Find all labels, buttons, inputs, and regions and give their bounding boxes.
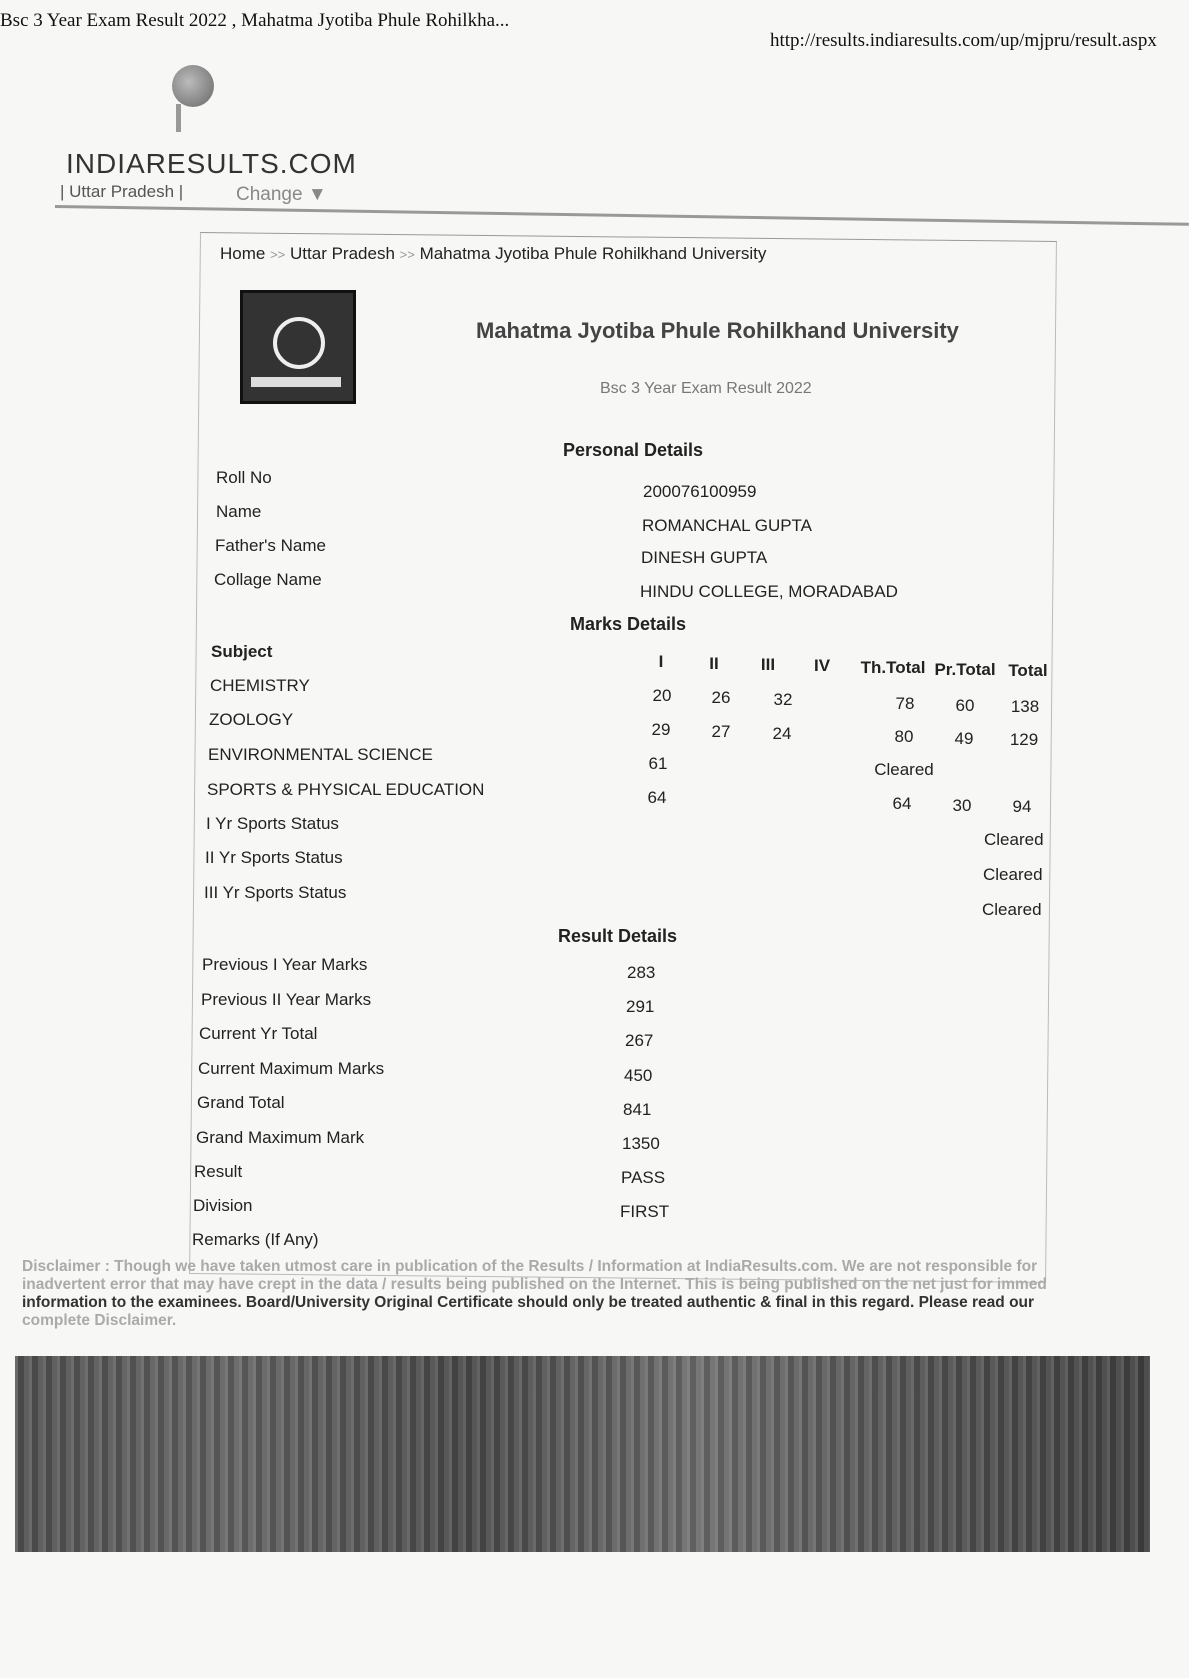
marks-cell: 29 <box>651 720 671 739</box>
disclaimer <box>22 1258 1172 1330</box>
marks-cell: 20 <box>652 686 672 705</box>
result-label: Previous II Year Marks <box>201 990 372 1009</box>
university-seal-icon <box>240 290 356 404</box>
result-value: 291 <box>626 997 655 1016</box>
personal-value: 200076100959 <box>643 482 757 501</box>
sports-status-value: Cleared <box>984 830 1044 849</box>
marks-cell: 80 <box>894 727 914 746</box>
site-logo-text[interactable]: INDIARESULTS.COM <box>66 148 357 179</box>
marks-subject: ENVIRONMENTAL SCIENCE <box>208 745 433 764</box>
personal-value: HINDU COLLEGE, MORADABAD <box>640 582 898 601</box>
marks-column-header: I <box>658 652 664 671</box>
marks-cell: 94 <box>1012 797 1032 816</box>
sports-status-value: Cleared <box>982 900 1042 919</box>
result-value: 283 <box>627 963 656 982</box>
site-logo-icon <box>172 65 214 107</box>
personal-label: Father's Name <box>215 536 326 555</box>
sports-status-value: Cleared <box>983 865 1043 884</box>
result-label: Current Maximum Marks <box>198 1059 385 1078</box>
marks-cell: 49 <box>954 729 974 748</box>
result-value: 1350 <box>622 1134 660 1153</box>
marks-cell: 64 <box>892 794 912 813</box>
marks-subject: CHEMISTRY <box>210 676 310 695</box>
breadcrumb-separator: >> <box>270 247 286 262</box>
marks-cell: 60 <box>955 696 975 715</box>
site-logo-stem <box>176 104 181 132</box>
result-value: PASS <box>621 1168 666 1187</box>
marks-cell: 78 <box>895 694 915 713</box>
header-divider <box>55 205 1189 226</box>
breadcrumb-separator: >> <box>399 247 415 262</box>
breadcrumb-university[interactable]: Mahatma Jyotiba Phule Rohilkhand University <box>419 244 767 263</box>
marks-subject: SPORTS & PHYSICAL EDUCATION <box>207 780 485 799</box>
marks-cell: 129 <box>1009 730 1039 749</box>
marks-cell: 64 <box>647 788 667 807</box>
change-state-button[interactable]: Change ▼ <box>236 184 327 205</box>
sports-status-label: I Yr Sports Status <box>206 814 339 833</box>
marks-cell: 24 <box>772 724 792 743</box>
result-label: Grand Maximum Mark <box>196 1128 365 1147</box>
result-value: 841 <box>623 1100 652 1119</box>
marks-cell: 138 <box>1010 697 1040 716</box>
scan-artifact-band <box>15 1356 1150 1552</box>
sports-status-label: III Yr Sports Status <box>204 883 347 902</box>
print-page-title: Bsc 3 Year Exam Result 2022 , Mahatma Jyotiba Phule Rohilkha... <box>0 10 510 31</box>
marks-details-heading: Marks Details <box>570 614 687 634</box>
personal-value: ROMANCHAL GUPTA <box>642 516 813 535</box>
result-label: Previous I Year Marks <box>202 955 368 974</box>
current-state-label: | Uttar Pradesh | <box>60 182 184 201</box>
personal-label: Collage Name <box>214 570 322 589</box>
marks-column-header: Total <box>1008 661 1048 680</box>
result-details-heading: Result Details <box>558 926 678 946</box>
marks-cell: Cleared <box>874 760 934 779</box>
result-label: Result <box>194 1162 243 1181</box>
marks-cell: 30 <box>952 796 972 815</box>
marks-column-header: III <box>760 655 776 674</box>
marks-column-header: Th.Total <box>860 658 926 677</box>
result-value: 450 <box>624 1066 653 1085</box>
result-value: 267 <box>625 1031 654 1050</box>
result-label: Current Yr Total <box>199 1024 318 1043</box>
marks-cell: 26 <box>711 688 731 707</box>
marks-cell: 61 <box>648 754 668 773</box>
personal-label: Roll No <box>216 468 272 487</box>
personal-value: DINESH GUPTA <box>641 548 768 567</box>
breadcrumb-state[interactable]: Uttar Pradesh <box>290 244 395 263</box>
marks-column-header: IV <box>813 656 831 675</box>
marks-subject: ZOOLOGY <box>209 710 294 729</box>
exam-name: Bsc 3 Year Exam Result 2022 <box>600 380 812 397</box>
marks-cell: 27 <box>711 722 731 741</box>
personal-label: Name <box>216 502 262 521</box>
disclaimer-line: information to the examinees. Board/University Original Certificate should only be treated authentic & final in this regard. Please read our <box>22 1294 1035 1311</box>
print-page-url: http://results.indiaresults.com/up/mjpru/result.aspx <box>770 30 1157 51</box>
university-name: Mahatma Jyotiba Phule Rohilkhand University <box>476 318 959 343</box>
marks-column-header: II <box>709 654 719 673</box>
result-label: Remarks (If Any) <box>192 1230 319 1249</box>
disclaimer-line: Disclaimer : Though we have taken utmost care in publication of the Results / Information at IndiaResults.com. We are not responsible for <box>22 1258 1038 1275</box>
result-label: Division <box>193 1196 253 1215</box>
marks-column-header: Subject <box>211 642 273 661</box>
marks-cell: 32 <box>773 690 793 709</box>
personal-details-heading: Personal Details <box>563 440 704 460</box>
breadcrumb <box>220 244 766 264</box>
marks-column-header: Pr.Total <box>934 660 996 679</box>
breadcrumb-home[interactable]: Home <box>220 244 266 263</box>
result-label: Grand Total <box>197 1093 285 1112</box>
disclaimer-line: inadvertent error that may have crept in the data / results being published on the Internet. This is being published on the net just for immed <box>22 1276 1047 1293</box>
disclaimer-link[interactable]: complete Disclaimer. <box>22 1312 177 1329</box>
result-value: FIRST <box>620 1202 670 1221</box>
sports-status-label: II Yr Sports Status <box>205 848 343 867</box>
